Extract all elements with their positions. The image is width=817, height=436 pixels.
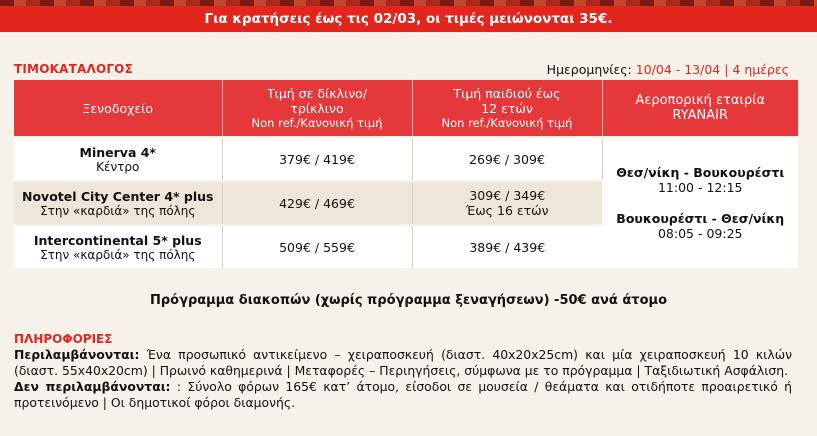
- hotel-cell: [14, 181, 222, 225]
- header-hotel: [14, 80, 222, 137]
- flight-time-return: 08:05 - 09:25: [657, 226, 743, 241]
- header-airline-line2: RYANAIR: [672, 108, 728, 123]
- info-title: ΠΛΗΡΟΦΟΡΙΕΣ: [14, 332, 113, 346]
- hotel-cell: [14, 137, 222, 181]
- child-price: 389€ / 439€: [469, 239, 546, 255]
- child-price-cell: [412, 137, 602, 181]
- hotel-location: Κέντρο: [96, 159, 140, 174]
- header-hotel-label: Ξενοδοχείο: [82, 100, 153, 116]
- header-double-sub: Non ref./Κανονική τιμή: [251, 115, 383, 130]
- flight-route-return: Βουκουρέστι - Θεσ/νίκη: [616, 211, 785, 226]
- hotel-name: Novotel City Center 4* plus: [22, 188, 214, 204]
- pricelist-title: ΤΙΜΟΚΑΤΑΛΟΓΟΣ: [14, 62, 133, 76]
- flight-time-outbound: 11:00 - 12:15: [657, 180, 743, 195]
- promo-banner-text: Για κρατήσεις έως τις 02/03, οι τιμές μειώνονται 35€.: [204, 11, 613, 27]
- child-price: 309€ / 349€: [469, 188, 546, 203]
- hotel-name: Minerva 4*: [79, 144, 156, 160]
- dates-label: Ημερομηνίες:: [546, 62, 632, 77]
- header-child-line1: Τιμή παιδιού έως: [453, 85, 561, 101]
- header-double-line1: Τιμή σε δίκλινο/: [266, 85, 368, 101]
- child-price-cell: [412, 225, 602, 268]
- child-price: 269€ / 309€: [469, 151, 545, 167]
- hotel-cell: [14, 225, 222, 268]
- program-note: Πρόγραμμα διακοπών (χωρίς πρόγραμμα ξεναγήσεων) -50€ ανά άτομο: [149, 293, 668, 308]
- table-row: [14, 137, 798, 181]
- promo-banner: [0, 6, 817, 32]
- header-child-sub: Non ref./Κανονική τιμή: [441, 115, 573, 130]
- included-text: Ένα προσωπικό αντικείμενο – χειραποσκευή (διαστ. 40x20x25cm) και μία χειραποσκευή 10 κιλών (διαστ. 55x40x20cm) | Πρωινό καθημερινά | Μεταφορές – Περιηγήσεις, σύμφωνα με το πρόγραμμα | Ταξιδιωτική Ασφάλιση.: [14, 347, 792, 378]
- info-text: [14, 347, 792, 411]
- dates-line: [547, 62, 789, 77]
- excluded-text: : Σύνολο φόρων 165€ κατ’ άτομο, είσοδοι σε μουσεία / θεάματα και οτιδήποτε προαιρετικό ή προτεινόμενο | Οι δημοτικοί φόροι διαμονής.: [14, 379, 792, 410]
- header-double-price: [222, 80, 412, 137]
- included-label: Περιλαμβάνονται:: [14, 347, 140, 362]
- double-price-cell: 429€ / 469€: [222, 181, 412, 225]
- flight-info-cell: [602, 137, 798, 268]
- header-double-line2: τρίκλινο: [290, 100, 344, 116]
- excluded-label: Δεν περιλαμβάνονται:: [14, 379, 171, 394]
- double-price-cell: 379€ / 419€: [222, 137, 412, 181]
- double-price-cell: 509€ / 559€: [222, 225, 412, 268]
- child-price-cell: [412, 181, 602, 225]
- hotel-location: Στην «καρδιά» της πόλης: [40, 203, 196, 218]
- flight-route-outbound: Θεσ/νίκη - Βουκουρέστι: [616, 165, 785, 180]
- hotel-location: Στην «καρδιά» της πόλης: [40, 247, 196, 262]
- price-table: [14, 80, 798, 268]
- header-airline: [602, 80, 798, 137]
- child-age-note: Έως 16 ετών: [465, 203, 549, 218]
- table-header-row: [14, 80, 798, 137]
- header-child-price: [412, 80, 602, 137]
- hotel-name: Intercontinental 5* plus: [33, 232, 202, 248]
- dates-value: 10/04 - 13/04 | 4 ημέρες: [635, 62, 789, 77]
- header-child-line2: 12 ετών: [481, 100, 533, 116]
- header-airline-line1: Αεροπορική εταιρία: [635, 93, 766, 108]
